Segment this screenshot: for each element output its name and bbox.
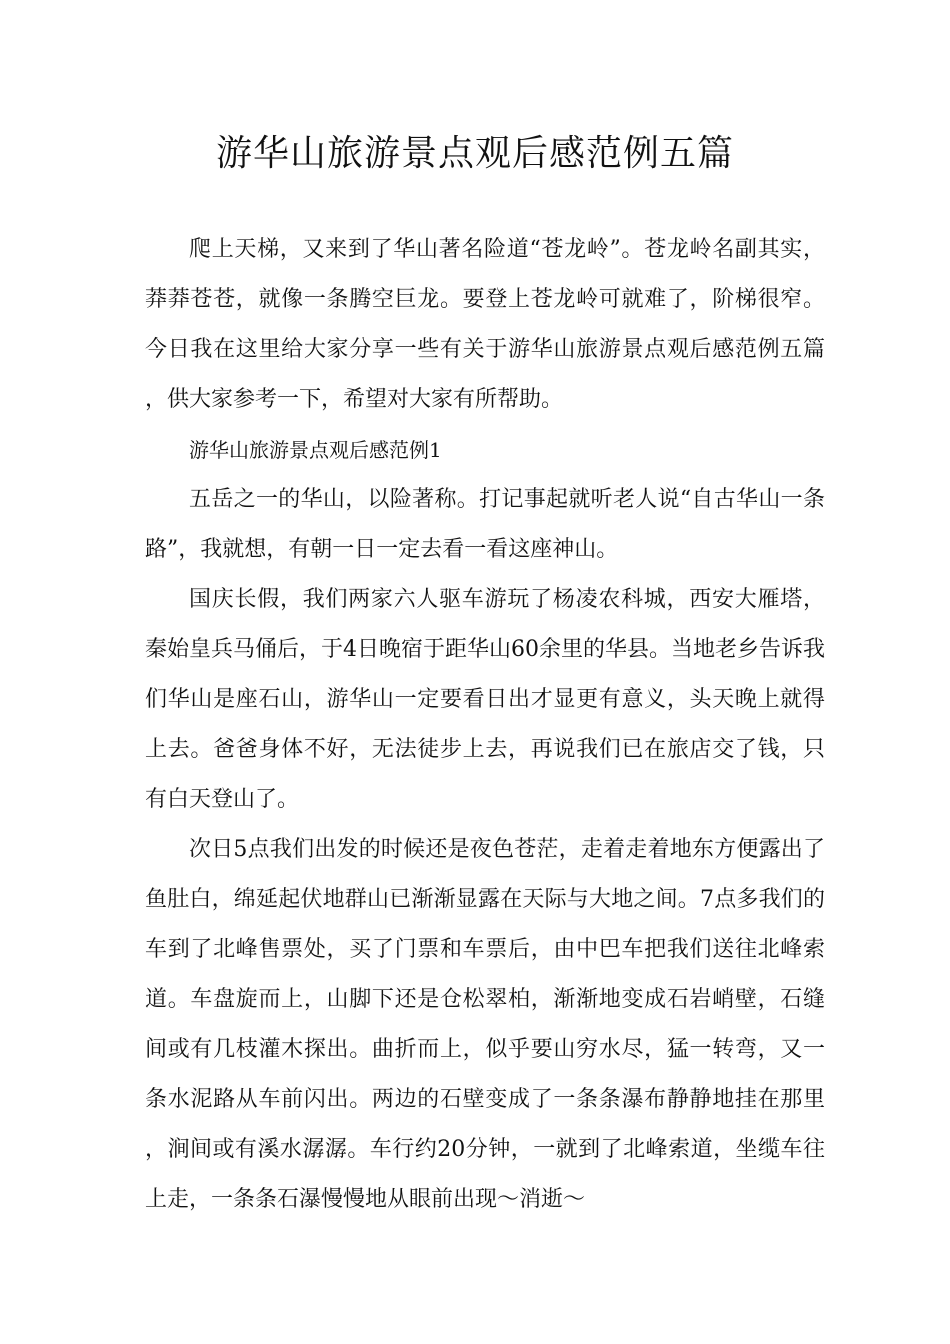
paragraph-national-day-trip: 国庆长假，我们两家六人驱车游玩了杨凌农科城，西安大雁塔，秦始皇兵马俑后，于4日晚宿于距华山60余里的华县。当地老乡告诉我们华山是座石山，游华山一定要看日出才显更有意义，头天晚上就得上去。爸爸身体不好，无法徒步上去，再说我们已在旅店交了钱，只有白天登山了。	[145, 587, 825, 812]
paragraph-ascent: 次日5点我们出发的时候还是夜色苍茫，走着走着地东方便露出了鱼肚白，绵延起伏地群山已渐渐显露在天际与大地之间。7点多我们的车到了北峰售票处，买了门票和车票后，由中巴车把我们送往北峰索道。车盘旋而上，山脚下还是仓松翠柏，渐渐地变成石岩峭壁，石缝间或有几枝灌木探出。曲折而上，似乎要山穷水尽，猛一转弯，又一条水泥路从车前闪出。两边的石壁变成了一条条瀑布静静地挂在那里，涧间或有溪水潺潺。车行约20分钟，一就到了北峰索道，坐缆车往上走，一条条石瀑慢慢地从眼前出现～消逝～	[145, 837, 825, 1212]
document-body	[145, 225, 825, 1225]
document-title: 游华山旅游景点观后感范例五篇	[215, 133, 734, 174]
paragraph-huashan-intro: 五岳之一的华山，以险著称。打记事起就听老人说“自古华山一条路”，我就想，有朝一日一定去看一看这座神山。	[145, 487, 825, 562]
intro-paragraph: 爬上天梯，又来到了华山著名险道“苍龙岭”。苍龙岭名副其实，莽莽苍苍，就像一条腾空巨龙。要登上苍龙岭可就难了，阶梯很窄。今日我在这里给大家分享一些有关于游华山旅游景点观后感范例五篇，供大家参考一下，希望对大家有所帮助。	[145, 237, 825, 412]
section-heading: 游华山旅游景点观后感范例1	[189, 438, 442, 462]
